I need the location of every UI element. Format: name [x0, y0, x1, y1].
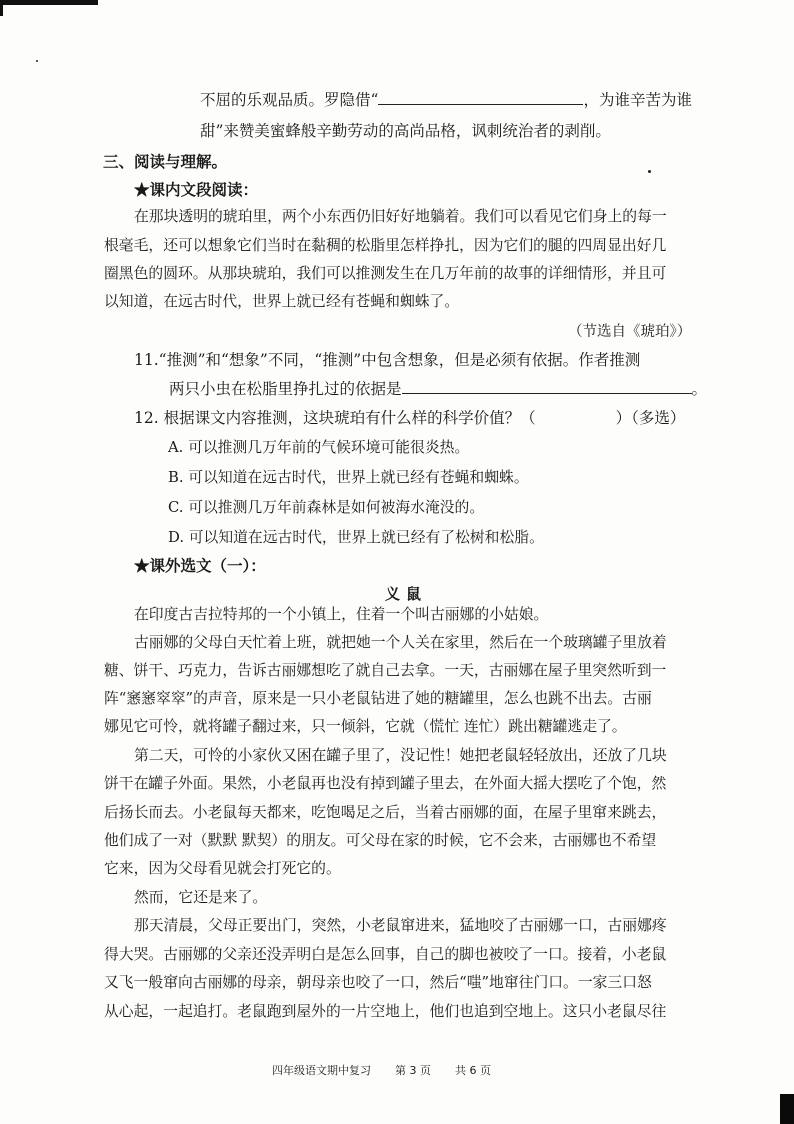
passage-line: 在印度古吉拉特邦的一个小镇上，住着一个叫古丽娜的小姑娘。 — [134, 606, 549, 623]
passage-line: 糖、饼干、巧克力，告诉古丽娜想吃了就自己去拿。一天，古丽娜在屋子里突然听到一 — [104, 662, 667, 679]
option-b: B. 可以知道在远古时代，世界上就已经有苍蝇和蜘蛛。 — [168, 469, 529, 486]
subsection-heading: ★课外选文（一）： — [134, 556, 266, 575]
passage-line: 圈黑色的圆环。从那块琥珀，我们可以推测发生在几万年前的故事的详细情形，并且可 — [104, 265, 667, 282]
fill-blank[interactable] — [402, 379, 692, 394]
passage-line: 在那块透明的琥珀里，两个小东西仍旧好好地躺着。我们可以看见它们身上的每一 — [134, 208, 667, 225]
passage-line: 后扬长而去。小老鼠每天都来，吃饱喝足之后，当着古丽娜的面，在屋子里窜来跳去， — [104, 804, 667, 821]
scan-speck — [36, 60, 38, 62]
option-a: A. 可以推测几万年前的气候环境可能很炎热。 — [168, 439, 470, 456]
section-heading: 三、阅读与理解。 — [103, 152, 228, 171]
passage-line: 饼干在罐子外面。果然，小老鼠再也没有掉到罐子里去，在外面大摇大摆吃了个饱，然 — [104, 775, 667, 792]
text-segment: 12. 根据课文内容推测，这块琥珀有什么样的科学价值？（ — [134, 409, 536, 427]
scan-corner-mark-vertical — [0, 0, 3, 16]
subsection-heading: ★课内文段阅读： — [134, 180, 259, 199]
text-line: 甜”来赞美蜜蜂般辛勤劳动的高尚品格，讽刺统治者的剥削。 — [200, 122, 611, 140]
question-12 — [134, 408, 685, 428]
source-note: （节选自《琥珀》） — [568, 324, 692, 340]
passage-line: 阵“窸窸窣窣”的声音，原来是一只小老鼠钻进了她的糖罐里，怎么也跳不出去。古丽 — [104, 690, 652, 707]
passage-line: 那天清晨，父母正要出门，突然，小老鼠窜进来，猛地咬了古丽娜一口，古丽娜疼 — [134, 917, 667, 934]
passage-line: 得大哭。古丽娜的父亲还没弄明白是怎么回事，自己的脚也被咬了一口。接着，小老鼠 — [104, 946, 667, 963]
passage-line: 然而，它还是来了。 — [134, 889, 268, 906]
scan-speck — [648, 170, 651, 173]
passage-line: 第二天，可怜的小家伙又困在罐子里了，没记性！她把老鼠轻轻放出，还放了几块 — [134, 747, 667, 764]
scan-edge-mark — [780, 1094, 794, 1124]
text-segment: 。 — [691, 380, 708, 398]
option-d: D. 可以知道在远古时代，世界上就已经有了松树和松脂。 — [168, 529, 544, 546]
footer-total-pages: 共 6 页 — [455, 1064, 491, 1077]
text-segment: 不屈的乐观品质。罗隐借“ — [200, 91, 379, 109]
footer-course: 四年级语文期中复习 — [272, 1064, 371, 1077]
fill-blank[interactable] — [378, 90, 583, 105]
passage-line: 他们成了一对（默默 默契）的朋友。可父母在家的时候，它不会来，古丽娜也不希望 — [104, 832, 657, 849]
passage-line: 根毫毛，还可以想象它们当时在黏稠的松脂里怎样挣扎，因为它们的腿的四周显出好几 — [104, 237, 667, 254]
passage-line: 又飞一般窜向古丽娜的母亲，朝母亲也咬了一口，然后“嗤”地窜往门口。一家三口怒 — [104, 974, 652, 991]
text-segment: ）（多选） — [615, 409, 686, 427]
question-11-answer-line — [169, 379, 707, 399]
passage-line: 娜见它可怜，就将罐子翻过来，只一倾斜，它就（慌忙 连忙）跳出糖罐逃走了。 — [104, 718, 627, 735]
story-title: 义鼠 — [385, 585, 428, 603]
footer-page-number: 第 3 页 — [395, 1064, 431, 1077]
text-line — [200, 90, 692, 110]
text-segment: ，为谁辛苦为谁 — [583, 91, 692, 109]
page-footer — [272, 1062, 515, 1078]
text-segment: 两只小虫在松脂里挣扎过的依据是 — [169, 380, 402, 398]
passage-line: 古丽娜的父母白天忙着上班，就把她一个人关在家里，然后在一个玻璃罐子里放着 — [134, 634, 667, 651]
passage-line: 从心起，一起追打。老鼠跑到屋外的一片空地上，他们也追到空地上。这只小老鼠尽往 — [104, 1003, 667, 1020]
scan-corner-mark — [0, 0, 98, 5]
passage-line: 它来，因为父母看见就会打死它的。 — [104, 860, 341, 877]
question-11: 11.“推测”和“想象”不同，“推测”中包含想象，但是必须有依据。作者推测 — [134, 351, 641, 369]
passage-line: 以知道，在远古时代，世界上就已经有苍蝇和蜘蛛了。 — [104, 293, 460, 310]
option-c: C. 可以推测几万年前森林是如何被海水淹没的。 — [168, 499, 485, 516]
